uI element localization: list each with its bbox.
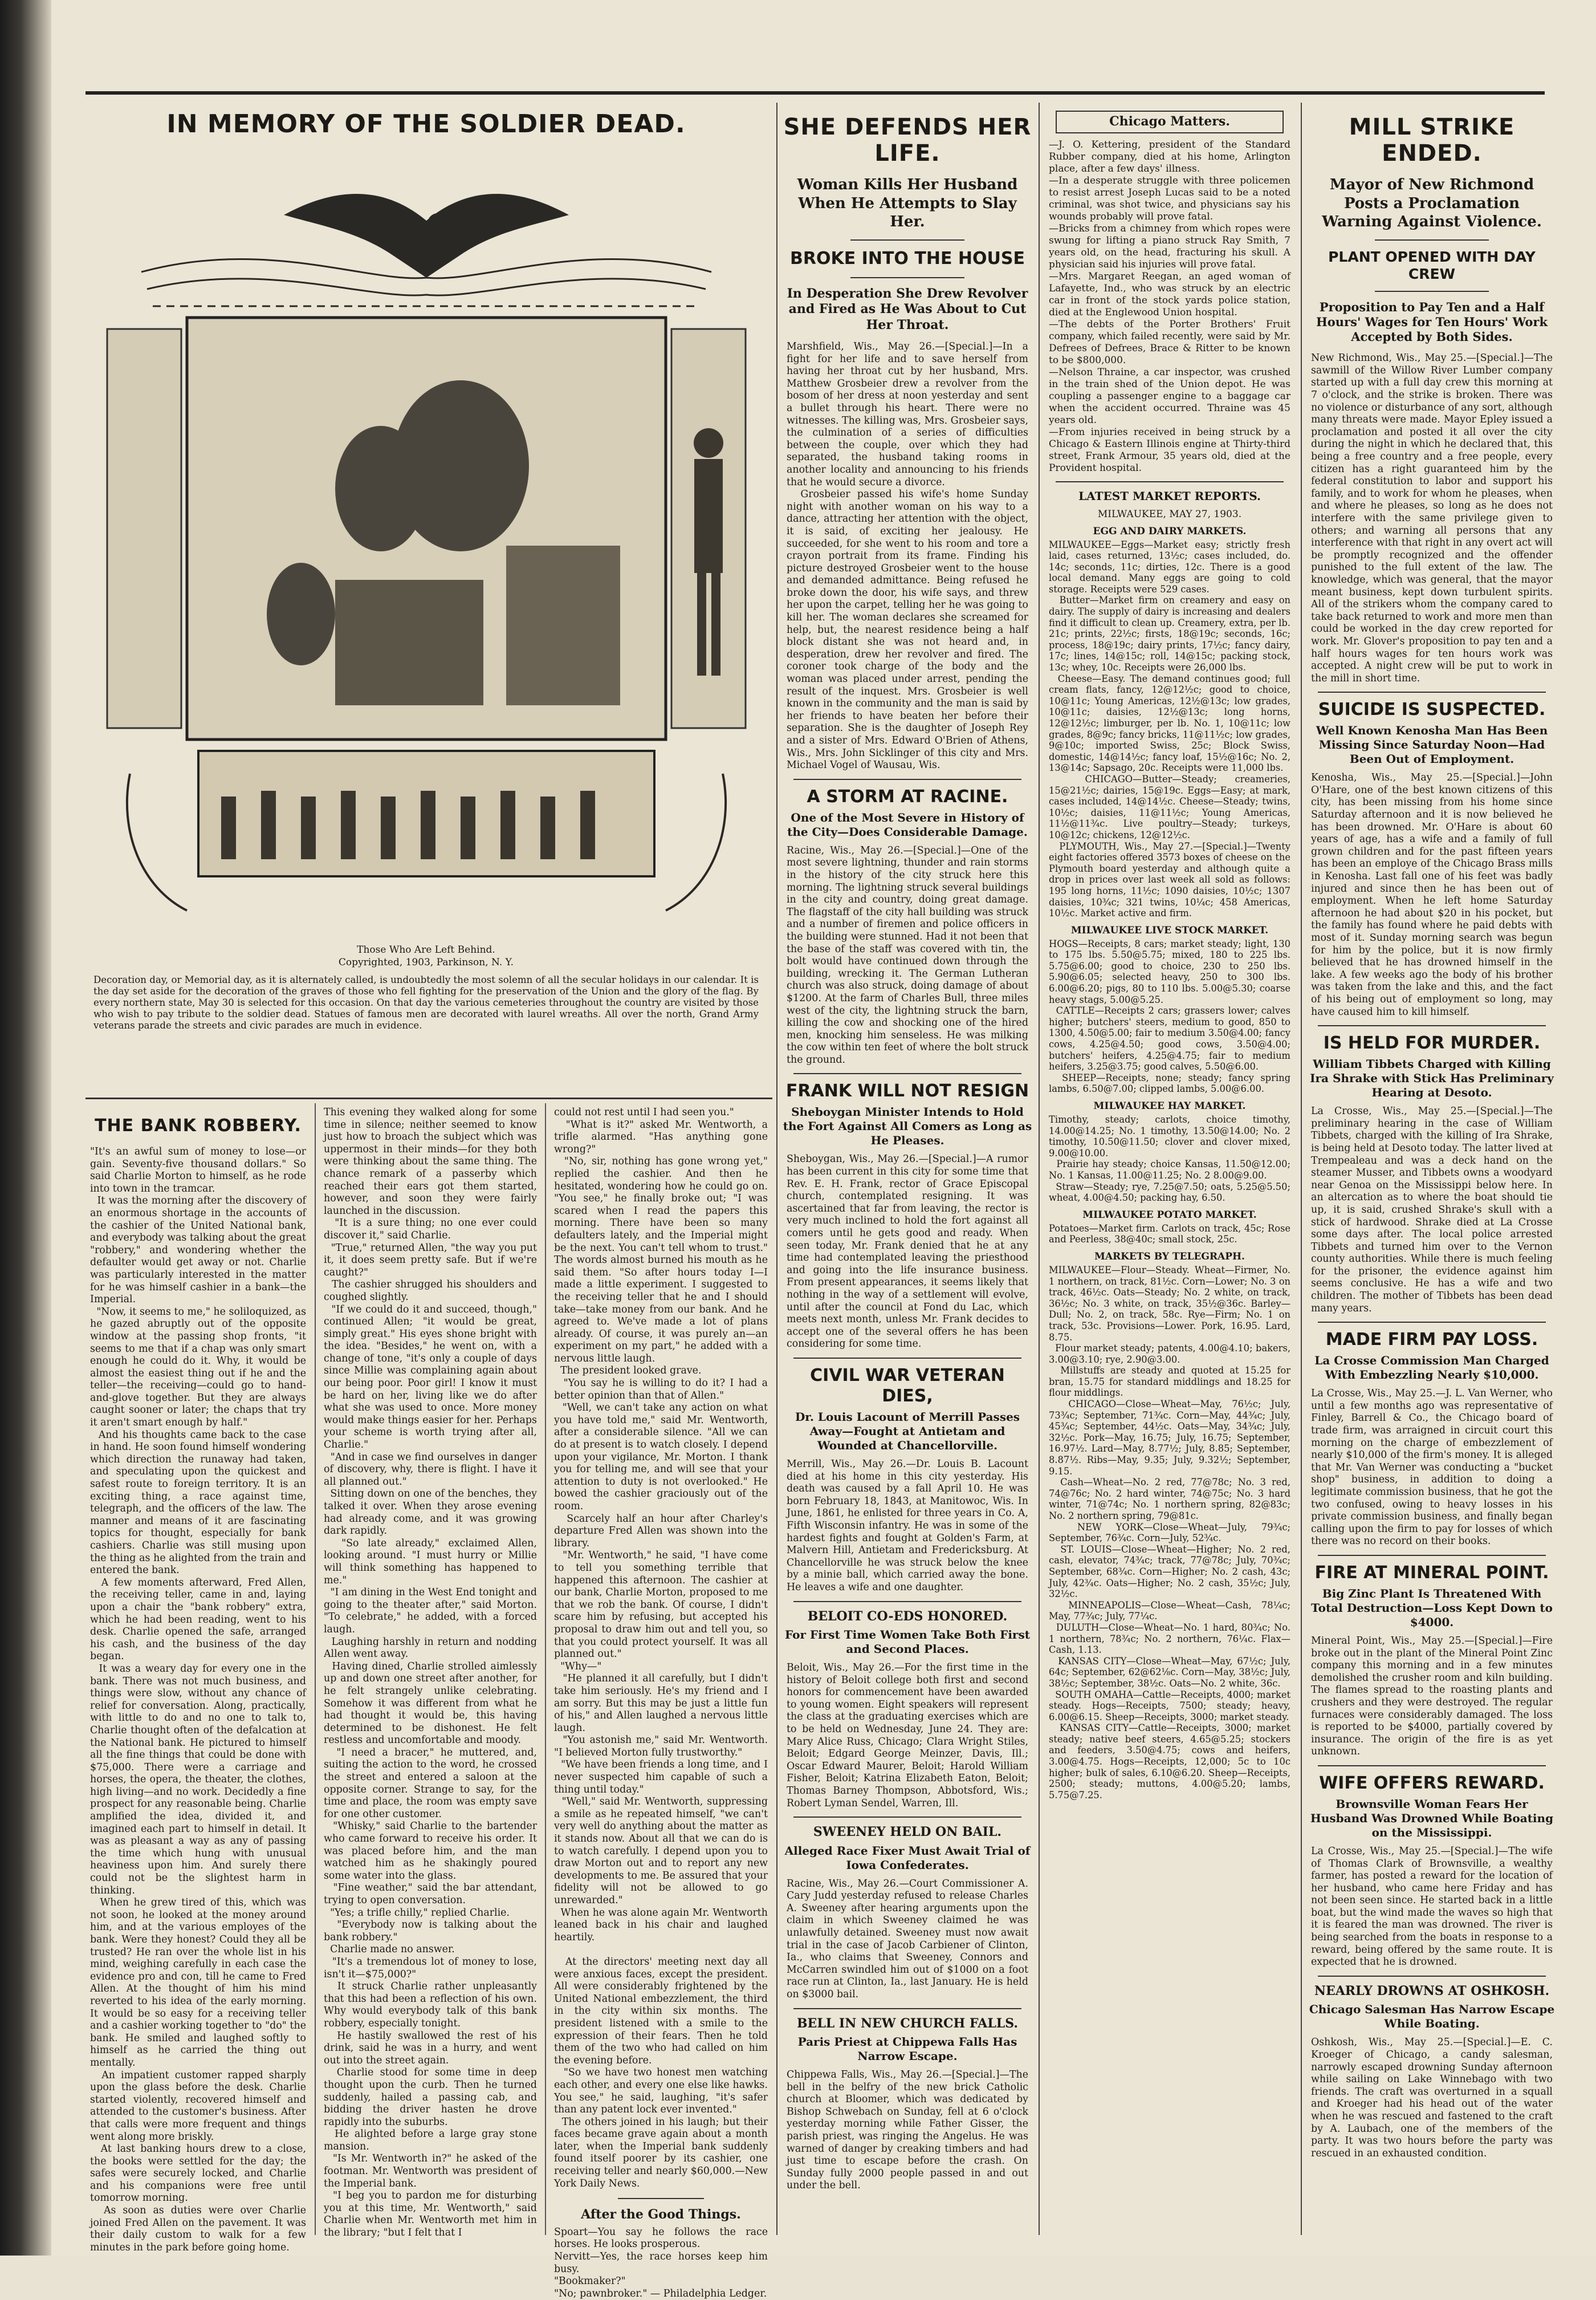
column-5-news (1306, 103, 1557, 2235)
oshkosh-deck: Chicago Salesman Has Narrow Escape While Boating. (1309, 2002, 1555, 2031)
wife-reward-body: La Crosse, Wis., May 25.—[Special.]—The wife of Thomas Clark of Brownsville, a wealthy farmer, has posted a reward for the location of her husband, who came here Friday and has not been seen since. He started back in a little boat, but the wind made the waves so high that it is feared the man was drowned. The river is being searched from the boats in response to a reward, being offered by the same route. It is expected that he is drowned. (1311, 1845, 1556, 1968)
bank-robbery-story (85, 1103, 772, 2299)
mineral-point-title: FIRE AT MINERAL POINT. (1314, 1562, 1549, 1583)
chicago-matters-title: Chicago Matters. (1109, 114, 1230, 129)
section-divider (85, 1098, 772, 1099)
wife-reward-title: WIFE OFFERS REWARD. (1319, 1773, 1545, 1793)
joke-title: After the Good Things. (581, 2207, 741, 2222)
bank-robbery-part-3: could not rest until I had seen you." "What is it?" asked Mr. Wentworth, a trifle alarmed. "Has anything gone wrong?" "No, sir, nothing has gone wrong yet," replied the cashier. And then he hesitated, wondering how he could go on. "You see," he finally broke out; "I was scared when I read the papers this morning. There have been so many defaulters lately, and the Imperial might be the next. You can't tell whom to trust." The words almost burned his mouth as he said them. "So after hours today I—I made a little experiment. I suggested to the receiving teller that he and I should take—take money from our bank. And he agreed to. We've made a lot of plans already. Of course, it was purely an—an experiment on my part," he added with a nervous little laugh. The president looked grave. "You say he is willing to do it? I had a better opinion than that of Allen." "Well, we can't take any action on what you have told me," said Mr. Wentworth, after a considerable silence. "All we can do at present is to watch closely. I depend upon your vigilance, Mr. Morton. I thank you for telling me, and will see that your attention to duty is not overlooked." He bowed the cashier graciously out of the room. Scarcely half an hour after Charley's departure Fred Allen was shown into the library. "Mr. Wentworth," he said, "I have come to tell you something terrible that happened this afternoon. The cashier at our bank, Charlie Morton, proposed to me that we rob the bank. Of course, I didn't scare him by refusing, but accepted his proposal to draw him out and tell you, so that you could protect yourself. It was all planned out." "Why—" "He planned it all carefully, but I didn't take him seriously. He's my friend and I am sorry. But this may be just a little fun of his," and Allen laughed a nervous little laugh. "You astonish me," said Mr. Wentworth. "I believed Morton fully trustworthy." "We have been friends a long time, and I never suspected him capable of such a thing until today." "Well," said Mr. Wentworth, suppressing a smile as he repeated himself, "we can't very well do anything about the matter as it stands now. About all that we can do is to watch carefully. I depend upon you to draw Morton out and to report any new developments to me. Be assured that your fidelity will not be allowed to go unrewarded." When he was alone again Mr. Wentworth leaned back in his chair and laughed heartily. At the directors' meeting next day all were anxious faces, except the president. All were considerably frightened by the United National embezzlement, the third in the city within six months. The president listened with a smile to the expression of their fears. Then he told them of the two who had called on him the evening before. "So we have two honest men watching each other, and every one else like hawks. You see," he said, laughing, "it's safer than any patent lock ever invented." The others joined in his laugh; but their faces became grave again about a month later, when the Imperial bank suddenly found itself poorer by its cashier, one receiving teller and nearly $60,000.—New York Daily News. (554, 1107, 768, 2189)
storm-racine-deck: One of the Most Severe in History of the City—Does Considerable Damage. (787, 810, 1028, 839)
firm-loss-deck: La Crosse Commission Man Charged With Embezzling Nearly $10,000. (1314, 1354, 1549, 1382)
frank-resign-deck: Sheboygan Minister Intends to Hold the Fort Against All Comers as Long as He Pleases. (783, 1105, 1032, 1148)
she-defends-title: SHE DEFENDS HER LIFE. (783, 114, 1032, 166)
veteran-dies-body: Merrill, Wis., May 26.—Dr. Louis B. Lacount died at his home in this city yesterday. His death was caused by a fall April 10. He was born February 18, 1843, at Manitowoc, Wis. In June, 1861, he enlisted for three years in Co. A, Fifth Wisconsin infantry. He was in some of the hardest fights and fought at Golden's Farm, at Malvern Hill, Antietam and Fredericksburg. At Chancellorville he was struck below the knee by a minie ball, which carried away the bone. He leaves a wife and one daughter. (787, 1458, 1032, 1593)
column-3-news (782, 103, 1033, 2235)
veteran-dies-deck: Dr. Louis Lacount of Merrill Passes Away—Fought at Antietam and Wounded at Chancellorville. (795, 1409, 1020, 1452)
plant-opened-deck: Proposition to Pay Ten and a Half Hours' Wages for Ten Hours' Work Accepted by Both Sides. (1316, 299, 1548, 344)
potato-body: Potatoes—Market firm. Carlots on track, 45c; Rose and Peerless, 38@40c; small stock, 25c. (1049, 1222, 1294, 1245)
potato-title: MILWAUKEE POTATO MARKET. (1082, 1209, 1257, 1221)
firm-loss-title: MADE FIRM PAY LOSS. (1325, 1330, 1538, 1350)
beloit-body: Beloit, Wis., May 26.—For the first time in the history of Beloit college both first and second honors for commencement have been awarded to young women. Eight speakers will represent the class at the graduating exercises which are to be held on Wednesday, June 24. They are: Mary Alice Russ, Chicago; Clara Wright Stiles, Beloit; Edgard George Meinzer, Davis, Ill.; Oscar Edward Maurer, Beloit; Harold William Fisher, Beloit; Katrina Elizabeth Eaton, Beloit; Thomas Barney Thompson, Abbotsford, Wis.; Robert Lyman Sendel, Warren, Ill. (787, 1662, 1032, 1809)
broke-into-house-subhead: BROKE INTO THE HOUSE (790, 248, 1025, 269)
suicide-title: SUICIDE IS SUSPECTED. (1318, 700, 1546, 720)
left-panel-scene (107, 329, 181, 728)
memorial-illustration (96, 147, 757, 939)
bank-robbery-part-1: "It's an awful sum of money to lose—or gain. Seventy-five thousand dollars." So said Charlie Morton to himself, as he rode into town in the tramcar. It was the morning after the discovery of an enormous shortage in the accounts of the cashier of the United National bank, and everybody was talking about the great "robbery," and wondering whether the defaulter would get away or not. Charlie was particularly interested in the matter for he was himself cashier in a bank—the Imperial. "Now, it seems to me," he soliloquized, as he gazed abruptly out of the opposite window at the passing shop fronts, "it seems to me that if a chap was only smart enough he could do it. Why, it would be almost the easiest thing out if he and the teller—the receiving—could go to hand-and-glove together. But they are always caught sooner or later; the chaps that try it aren't smart enough by half." And his thoughts came back to the case in hand. He soon found himself wondering which direction the runaway had taken, and speculating upon the quickest and safest route to foreign territory. It is an exciting thing, a race against time, telegraph, and the officers of the law. The manner and means of it are fascinating topics for thought, especially for bank cashiers. Charlie was still musing upon the thing as he alighted from the train and entered the bank. A few moments afterward, Fred Allen, the receiving teller, came in and, laying upon a chair the "bank robbery" extra, which he had been reading, went to his desk. Charlie opened the safe, arranged his cash, and the business of the day began. It was a weary day for every one in the bank. There was not much business, and things were slow, without any chance of relief for conversation. Along, practically, with little to do and no one to talk to, Charlie thought often of the defalcation at the National bank. He pictured to himself all the fine things that could be done with $75,000. There were a carriage and horses, the opera, the theater, the clothes, high living—and no work. Decidedly a fine prospect for any reasonable being. Charlie amplified the idea, divided it, and imagined each part to himself in detail. It was as pleasant a way as any of passing the time which hung with unusual heaviness upon him. And surely there could not be the slightest harm in thinking. When he grew tired of this, which was not soon, he looked at the money around him, and at the various employes of the bank. Were they honest? Could they all be trusted? He ran over the whole list in his mind, weighing carefully in each case the evidence pro and con, till he came to Fred Allen. At the thought of him his mind reverted to his idea of the early morning. It would be so easy for a receiving teller and a cashier working together to "do" the bank. He smiled and laughed softly to himself as he carried the thing out mentally. An impatient customer rapped sharply upon the glass before the desk. Charlie started violently, recovered himself and attended to the customer's business. After that calls were more frequent and things went along more briskly. At last banking hours drew to a close, the books were settled for the day; the safes were securely locked, and Charlie and his companions were free until tomorrow morning. As soon as duties were over Charlie joined Fred Allen on the pavement. It was their daily custom to walk for a few minutes in the park before going home. (90, 1146, 307, 2253)
church-bell-body: Chippewa Falls, Wis., May 26.—[Special.]—The bell in the belfry of the new brick Catholic church at Bloomer, which was dedicated by Bishop Schwebach on Sunday, fell at 6 o'clock yesterday morning while Father Gisser, the parish priest, was ringing the Angelus. He was warned of danger by creaking timbers and had just time to escape before the crash. On Sunday fully 2000 people passed in and out under the bell. (787, 2069, 1032, 2192)
egg-dairy-title: EGG AND DAIRY MARKETS. (1093, 525, 1247, 537)
storm-racine-title: A STORM AT RACINE. (807, 786, 1008, 807)
livestock-title: MILWAUKEE LIVE STOCK MARKET. (1070, 924, 1269, 936)
illustration-copyright: Copyrighted, 1903, Parkinson, N. Y. (338, 957, 514, 968)
church-bell-title: BELL IN NEW CHURCH FALLS. (796, 2015, 1019, 2031)
mill-strike-deck: Mayor of New Richmond Posts a Proclamation Warning Against Violence. (1322, 176, 1542, 230)
bank-robbery-part-2: This evening they walked along for some time in silence; neither seemed to know just how to broach the subject which was uppermost in their minds—for they both were thinking about the same thing. The chance remark of a passerby which reached their ears got them started, however, and soon they were fairly launched in the discussion. "It is a sure thing; no one ever could discover it," said Charlie. "True," returned Allen, "the way you put it, it does seem pretty safe. But if we're caught?" The cashier shrugged his shoulders and coughed slightly. "If we could do it and succeed, though," continued Allen; "it would be great, simply great." His eyes shone bright with the idea. "Besides," he went on, with a change of tone, "it's only a couple of days since Millie was complaining again about our being poor. Poor girl! I know it must be hard on her, living like we do after what she was used to once. More money would make things easier for her. Perhaps your scheme is worth trying after all, Charlie." "And in case we find ourselves in danger of discovery, why, there is flight. I have it all planned out." Sitting down on one of the benches, they talked it over. When they arose evening had already come, and it was growing dark rapidly. "So late already," exclaimed Allen, looking around. "I must hurry or Millie will think something has happened to me." "I am dining in the West End tonight and going to the theater after," said Morton. "To celebrate," he added, with a forced laugh. Laughing harshly in return and nodding Allen went away. Having dined, Charlie strolled aimlessly up and down one street after another, for he felt strangely unlike celebrating. Somehow it was different from what he had thought it would be, this having determined to be dishonest. He felt restless and uncomfortable and moody. "I need a bracer," he muttered, and, suiting the action to the word, he crossed the street and entered a saloon at the opposite corner. Strange to say, for the time and place, the room was empty save for one other customer. "Whisky," said Charlie to the bartender who came forward to receive his order. It was placed before him, and the man watched him as he shakingly poured some water into the glass. "Fine weather," said the bar attendant, trying to open conversation. "Yes; a trifle chilly," replied Charlie. "Everybody now is talking about the bank robbery." Charlie made no answer. "It's a tremendous lot of money to lose, isn't it—$75,000?" It struck Charlie rather unpleasantly that this had been a reflection of his own. Why would everybody talk of this bank robbery, especially tonight. He hastily swallowed the rest of his drink, said he was in a hurry, and went out into the street again. Charlie stood for some time in deep thought upon the curb. Then he turned suddenly, hailed a passing cab, and bidding the driver hasten he drove rapidly into the suburbs. He alighted before a large gray stone mansion. "Is Mr. Wentworth in?" he asked of the footman. Mr. Wentworth was president of the Imperial bank. "I beg you to pardon me for disturbing you at this time, Mr. Wentworth," said Charlie when Mr. Wentworth met him in the library; "but I felt that I (324, 1107, 538, 2239)
memorial-title: IN MEMORY OF THE SOLDIER DEAD. (166, 109, 686, 139)
veteran-dies-title: CIVIL WAR VETERAN DIES, (810, 1365, 1005, 1406)
sweeney-title: SWEENEY HELD ON BAIL. (813, 1824, 1002, 1840)
suicide-body: Kenosha, Wis., May 25.—[Special.]—John O'Hare, one of the best known citizens of this city, has been missing from his home since Saturday afternoon and it is now believed he has been drowned. Mr. O'Hare is about 60 years of age, has a wife and a family of full grown children and for the past fifteen years has been an employe of the Chicago Brass mills in Kenosha. Last fall one of his feet was badly injured and since then he has been out of employment. When he left home Saturday afternoon he had about $20 in his pocket, but the family has found where he paid debts with most of it. Sunday morning search was begun for him by the police, but it is now firmly believed that he has drowned himself in the lake. A few weeks ago the body of his brother was taken from the lake and this, and the fact of his being out of employment so long, may have caused him to kill himself. (1311, 772, 1556, 1018)
markets-title: LATEST MARKET REPORTS. (1078, 489, 1261, 503)
bank-robbery-title: THE BANK ROBBERY. (95, 1116, 302, 1136)
storm-racine-body: Racine, Wis., May 26.—[Special.]—One of the most severe lightning, thunder and rain storms in the history of the city struck here this morning. The lightning struck several buildings in the city and country, doing great damage. The flagstaff of the city hall building was struck and a number of firemen and police officers in the building were stunned. Had it not been that the base of the staff was covered with tin, the bolt would have continued down through the building, wrecking it. The German Lutheran church was also struck, doing damage of about $1200. At the farm of Charles Bull, three miles west of the city, the lightning struck the barn, killing the cow and shocking one of the hired men, knocking him senseless. He was milking the cow within ten feet of where the bolt struck the ground. (787, 844, 1032, 1066)
she-defends-deck: Woman Kills Her Husband When He Attempts to Slay Her. (797, 176, 1018, 230)
mill-strike-body: New Richmond, Wis., May 25.—[Special.]—The sawmill of the Willow River Lumber company started up with a full day crew this morning at 7 o'clock, and the strike is broken. There was no violence or disturbance of any sort, although many threats were made. Mayor Epley issued a proclamation and posted it all over the city during the night in which he declared that, this being a free country and a free people, every citizen has a right guaranteed him by the federal constitution to labor and support his family, and to work for whom he pleases, when and where he pleases, so long as he does not interfere with the same privilege given to others; and warning all persons that any interference with that right in any overt act will be promptly recognized and the offender punished to the full extent of the law. The knowledge, which was general, that the mayor meant business, kept down turbulent spirits. All of the strikers whom the company cared to take back returned to work and more men than could be worked in the day crew reported for work. Mr. Glover's proposition to pay ten and a half hours wages for ten hours work was accepted. A night crew will be put to work in the mill in short time. (1311, 352, 1556, 684)
hay-body: Timothy, steady; carlots, choice timothy, 14.00@14.25; No. 1 timothy, 13.50@14.00; No. 2 timothy, 10.50@11.50; clover and clover mixed, 9.00@10.00. Prairie hay steady; choice Kansas, 11.50@12.00; No. 1 Kansas, 11.00@11.25; No. 2 8.00@9.00. Straw—Steady; rye, 7.25@7.50; oats, 5.25@5.50; wheat, 4.00@4.50; packing hay, 6.50. (1049, 1114, 1290, 1204)
mineral-point-body: Mineral Point, Wis., May 25.—[Special.]—Fire broke out in the plant of the Mineral Point Zinc company this morning and in a few minutes demolished the crusher room and kiln building. The flames spread to the roasting plants and crushers and they were destroyed. The regular furnaces were considerably damaged. The loss is reported to be $4000, partially covered by insurance. The origin of the fire is as yet unknown. (1311, 1635, 1556, 1758)
illustration-caption: Those Who Are Left Behind. (357, 944, 495, 956)
suicide-deck: Well Known Kenosha Man Has Been Missing Since Saturday Noon—Had Been Out of Employment. (1316, 724, 1548, 766)
mill-strike-title: MILL STRIKE ENDED. (1349, 114, 1515, 166)
beloit-deck: For First Time Women Take Both First and Second Places. (785, 1628, 1030, 1656)
livestock-body: HOGS—Receipts, 8 cars; market steady; light, 130 to 175 lbs. 5.50@5.75; mixed, 180 to 225 lbs. 5.75@6.00; good to choice, 230 to 250 lbs. 5.90@6.05; selected heavy, 250 to 300 lbs. 6.00@6.20; pigs, 80 to 110 lbs. 5.00@5.30; coarse heavy stags, 5.00@5.25. CATTLE—Receipts 2 cars; grassers lower; calves higher; butchers' steers, medium to good, 850 to 1300, 4.50@5.00; fair to medium 3.50@4.00; fancy cows, 4.25@4.50; good cows, 3.50@4.00; butchers' heifers, 4.25@4.75; fair to medium heifers, 3.25@3.75; good calves, 5.50@6.00. SHEEP—Receipts, none; steady; fancy spring lambs, 6.50@7.00; clipped lambs, 5.00@6.00. (1049, 938, 1290, 1095)
decoration-day-intro: Decoration day, or Memorial day, as it is alternately called, is undoubtedly the most solemn of all the secular holidays in our calendar. It is the day set aside for the decoration of the graves of those who fell fighting for the preservation of the Union and the glory of the flag. By every northern state, May 30 is selected for this occasion. On that day the various cemeteries throughout the country are visited by those who wish to pay tribute to the soldier dead. Statues of famous men are decorated with laurel wreaths. All over the north, Grand Army veterans parade the streets and civic parades are much in evidence. (93, 974, 762, 1031)
hay-title: MILWAUKEE HAY MARKET. (1093, 1100, 1246, 1112)
page-binding-edge (0, 0, 51, 2256)
mineral-point-deck: Big Zinc Plant Is Threatened With Total Destruction—Loss Kept Down to $4000. (1311, 1586, 1553, 1629)
murder-deck: William Tibbets Charged with Killing Ira Shrake with Stick Has Preliminary Hearing at Desoto. (1310, 1057, 1554, 1100)
frank-resign-body: Sheboygan, Wis., May 26.—[Special.]—A rumor has been current in this city for some time that Rev. E. H. Frank, rector of Grace Episcopal church, contemplated resigning. It was ascertained that far from leaving, the rector is very much inclined to hold the fort against all comers until he gets good and ready. When seen today, Mr. Frank denied that he at any time had contemplated leaving the priesthood and going into the life insurance business. From present appearances, it seems likely that nothing in the way of a settlement will evolve, until after the council at Fond du Lac, which meets next month, unless Mr. Frank decides to accept one of the several offers he has been considering for some time. (787, 1153, 1032, 1350)
murder-title: IS HELD FOR MURDER. (1323, 1033, 1541, 1054)
telegraph-title: MARKETS BY TELEGRAPH. (1094, 1250, 1245, 1262)
church-bell-deck: Paris Priest at Chippewa Falls Has Narrow Escape. (797, 2035, 1017, 2063)
column-4-markets (1044, 103, 1295, 2235)
she-defends-body: Marshfield, Wis., May 26.—[Special.]—In a fight for her life and to save herself from having her throat cut by her husband, Mrs. Matthew Grosbeier drew a revolver from the bosom of her dress at noon yesterday and sent a bullet through his heart. There were no witnesses. The killing was, Mrs. Grosbeier says, the culmination of a series of difficulties between the couple, over which they had separated, the husband taking rooms in another locality and announcing to his friends that he would secure a divorce. Grosbeier passed his wife's home Sunday night with another woman on his way to a dance, attracting her attention with the object, it is said, of exciting her jealousy. He succeeded, for she went to his room and tore a crayon portrait from its frame. Finding his picture destroyed Grosbeier went to the house and demanded admittance. Being refused he broke down the door, his wife says, and threw her upon the carpet, telling her he was going to kill her. The woman declares she screamed for help, but, the nearest residence being a half block distant she was not heard and, in desperation, drew her revolver and fired. The coroner took charge of the body and the woman was placed under arrest, pending the result of the inquest. Mrs. Grosbeier is well known in the community and the man is said by her friends to have beaten her before their separation. She is the daughter of Joseph Rey and a sister of Mrs. Edward O'Brien of Athens, Wis., Mrs. John Sicklinger of this city and Mrs. Michael Vogel of Wausau, Wis. (787, 341, 1029, 771)
plant-opened-subhead: PLANT OPENED WITH DAY CREW (1328, 248, 1536, 282)
oshkosh-title: NEARLY DROWNS AT OSHKOSH. (1314, 1983, 1550, 1998)
chicago-matters-body: —J. O. Kettering, president of the Standard Rubber company, died at his home, Arlington place, after a few days' illness. —In a desperate struggle with three policemen to resist arrest Joseph Lucas said to be a noted criminal, was shot twice, and physicians say his wounds probably will prove fatal. —Bricks from a chimney from which ropes were swung for lifting a piano struck Ray Smith, 7 years old, on the head, fracturing his skull. A physician said his injuries will prove fatal. —Mrs. Margaret Reegan, an aged woman of Lafayette, Ind., who was struck by an electric car in front of the stock yards police station, died at the Englewood Union hospital. —The debts of the Porter Brothers' Fruit company, which failed recently, were said by Mr. Defrees of Defrees, Brace & Ritter to be known to be $800,000. —Nelson Thraine, a car inspector, was crushed in the train shed of the Union depot. He was coupling a passenger engine to a baggage car when the accident occurred. Thraine was 45 years old. —From injuries received in being struck by a Chicago & Eastern Illinois engine at Thirty-third street, Frank Armour, 35 years old, died at the Provident hospital. (1049, 139, 1290, 474)
top-rule (85, 91, 1545, 95)
beloit-title: BELOIT CO-EDS HONORED. (807, 1608, 1008, 1624)
firm-loss-body: La Crosse, Wis., May 25.—J. L. Van Werner, who until a few months ago was representative of Finley, Barrell & Co., the Chicago board of trade firm, was arraigned in circuit court this morning on the charge of embezzlement of nearly $10,000 of the firm's money. It is alleged that Mr. Van Werner was conducting a "bucket shop" business, in addition to doing a legitimate commission business, that he got the two confused, owing to heavy losses in his private commission business, and finally began calling upon the firm to pay for losses of which there was no record on their books. (1311, 1388, 1556, 1547)
sweeney-deck: Alleged Race Fixer Must Await Trial of Iowa Confederates. (784, 1843, 1031, 1872)
murder-body: La Crosse, Wis., May 25.—[Special.]—The preliminary hearing in the case of William Tibbets, charged with the killing of Ira Shrake, is being held at Desoto today. The latter lived at Trempealeau and was a deck hand on the steamer Musser, and Tibbets owns a woodyard near Genoa on the Mississippi below here. In an altercation as to where the boat should tie up, it is said, crushed Shrake's skull with a stick of hardwood. Shrake died at La Crosse some days after. The local police arrested Tibbets and turned him over to the Vernon county authorities. While there is much feeling for the prisoner, the evidence against him seems conclusive. He has a wife and two children. The mother of Tibbets has been dead many years. (1311, 1106, 1556, 1314)
frank-resign-title: FRANK WILL NOT RESIGN (785, 1081, 1029, 1102)
egg-dairy-body: MILWAUKEE—Eggs—Market easy; strictly fresh laid, cases returned, 13½c; cases included, do. 14c; seconds, 11c; dirties, 12c. There is a good local demand. Many eggs are going to cold storage. Receipts were 529 cases. Butter—Market firm on creamery and easy on dairy. The supply of dairy is increasing and dealers find it difficult to clean up. Creamery, extra, per lb. 21c; prints, 22½c; firsts, 18@19c; seconds, 16c; process, 18@19c; dairy prints, 17½c; fancy dairy, 17c; lines, 14@15c; roll, 14@15c; packing stock, 13c; whey, 10c. Receipts were 26,000 lbs. Cheese—Easy. The demand continues good; full cream flats, fancy, 12@12½c; good to choice, 10@11c; Young Americas, 12½@13c; low grades, 10@11c; daisies, 12½@13c; long horns, 12@12½c; limburger, per lb. No. 1, 10@11c; low grades, 8@9c; fancy bricks, 11@11½c; low grades, 9@10c; imported Swiss, 25c; Block Swiss, domestic, 14@14½c; fancy loaf, 15½@16c; No. 2, 13@14c; Sapsago, 20c. Receipts were 11,000 lbs. CHICAGO—Butter—Steady; creameries, 15@21½c; dairies, 15@19c. Eggs—Easy; at mark, cases included, 14@14½c. Cheese—Steady; twins, 10½c; daisies, 11@11½c; Young Americas, 11½@11¾c. Live poultry—Steady; turkeys, 10@12c; chickens, 12@12½c. PLYMOUTH, Wis., May 27.—[Special.]—Twenty eight factories offered 3573 boxes of cheese on the Plymouth board yesterday and although quite a drop in prices over last week all sold as follows: 195 long horns, 11½c; 1090 daisies, 10½c; 1307 daisies, 10¾c; 321 twins, 10¼c; 458 Americas, 10½c. Market active and firm. (1049, 539, 1290, 919)
broke-into-house-deck: In Desperation She Drew Revolver and Fired as He Was About to Cut Her Throat. (787, 286, 1028, 332)
oshkosh-body: Oshkosh, Wis., May 25.—[Special.]—E. C. Kroeger of Chicago, a candy salesman, narrowly escaped drowning Sunday afternoon while sailing on Lake Winnebago with two friends. The craft was overturned in a squall and Kroeger had his head out of the water when he was rescued and fastened to the craft by A. Laubach, one of the members of the party. It was two hours before the party was rescued in an exhausted condition. (1311, 2037, 1556, 2159)
wife-reward-deck: Brownsville Woman Fears Her Husband Was Drowned While Boating on the Mississippi. (1310, 1797, 1554, 1839)
sweeney-body: Racine, Wis., May 26.—Court Commissioner A. Cary Judd yesterday refused to release Charles A. Sweeney after hearing arguments upon the claim in which Sweeney claimed he was unlawfully detained. Sweeney must now await trial in the case of Jacob Carbiener of Clinton, Ia., who claims that Sweeney, Connors and McCarren swindled him out of $1000 on a foot race run at Clinton, Ia., last January. He is held on $3000 bail. (787, 1878, 1032, 2000)
markets-date: MILWAUKEE, MAY 27, 1903. (1097, 508, 1242, 520)
telegraph-body: MILWAUKEE—Flour—Steady. Wheat—Firmer, No. 1 northern, on track, 81½c. Corn—Lower; No. 3 on track, 46½c. Oats—Steady; No. 2 white, on track, 36½c; No. 3 white, on track, 35½@36c. Barley—Dull; No. 2, on track, 58c. Rye—Firm; No. 1 on track, 53c. Provisions—Lower. Pork, 16.95. Lard, 8.75. Flour market steady; patents, 4.00@4.10; bakers, 3.00@3.10; rye, 2.90@3.00. Millstuffs are steady and quoted at 15.25 for bran, 15.75 for standard middlings and 18.25 for flour middlings. CHICAGO—Close—Wheat—May, 76½c; July, 73¾c; September, 71¾c. Corn—May, 44¾c; July, 45¾c; September, 44½c. Oats—May, 34¾c; July, 32½c. Pork—May, 16.75; July, 16.75; September, 16.97½. Lard—May, 8.77½; July, 8.85; September, 8.87½. Ribs—May, 9.35; July, 9.32½; September, 9.15. Cash—Wheat—No. 2 red, 77@78c; No. 3 red, 74@76c; No. 2 hard winter, 74@75c; No. 3 hard winter, 71@74c; No. 1 northern spring, 82@83c; No. 2 northern spring, 79@81c. NEW YORK—Close—Wheat—July, 79¾c; September, 76¾c. Corn—July, 52¾c. ST. LOUIS—Close—Wheat—Higher; No. 2 red, cash, elevator, 74¾c; track, 77@78c; July, 70¾c; September, 68¾c. Corn—Higher; No. 2 cash, 43c; July, 42¾c. Oats—Higher; No. 2 cash, 35½c; July, 32½c. MINNEAPOLIS—Close—Wheat—Cash, 78¼c; May, 77¾c; July, 77¼c. DULUTH—Close—Wheat—No. 1 hard, 80¾c; No. 1 northern, 78¾c; No. 2 northern, 76¼c. Flax—Cash, 1.13. KANSAS CITY—Close—Wheat—May, 67½c; July, 64c; September, 62@62⅛c. Corn—May, 38½c; July, 38½c; September, 38½c. Oats—No. 2 white, 36c. SOUTH OMAHA—Cattle—Receipts, 4000; market steady. Hogs—Receipts, 7500; steady; heavy, 6.00@6.15. Sheep—Receipts, 3000; market steady. KANSAS CITY—Cattle—Receipts, 3000; market steady; native beef steers, 4.65@5.25; stockers and feeders, 3.50@4.75; cows and heifers, 3.00@4.75. Hogs—Receipts, 12,000; 5c to 10c higher; bulk of sales, 6.10@6.20. Sheep—Receipts, 2500; steady; muttons, 4.00@5.20; lambs, 5.75@7.25. (1049, 1264, 1290, 1801)
joke-body: Spoart—You say he follows the race horses. He looks prosperous. Nervitt—Yes, the race horses keep him busy. "Bookmaker?" "No; pawnbroker." — Philadelphia Ledger. (554, 2226, 768, 2299)
memorial-feature (85, 103, 767, 1095)
